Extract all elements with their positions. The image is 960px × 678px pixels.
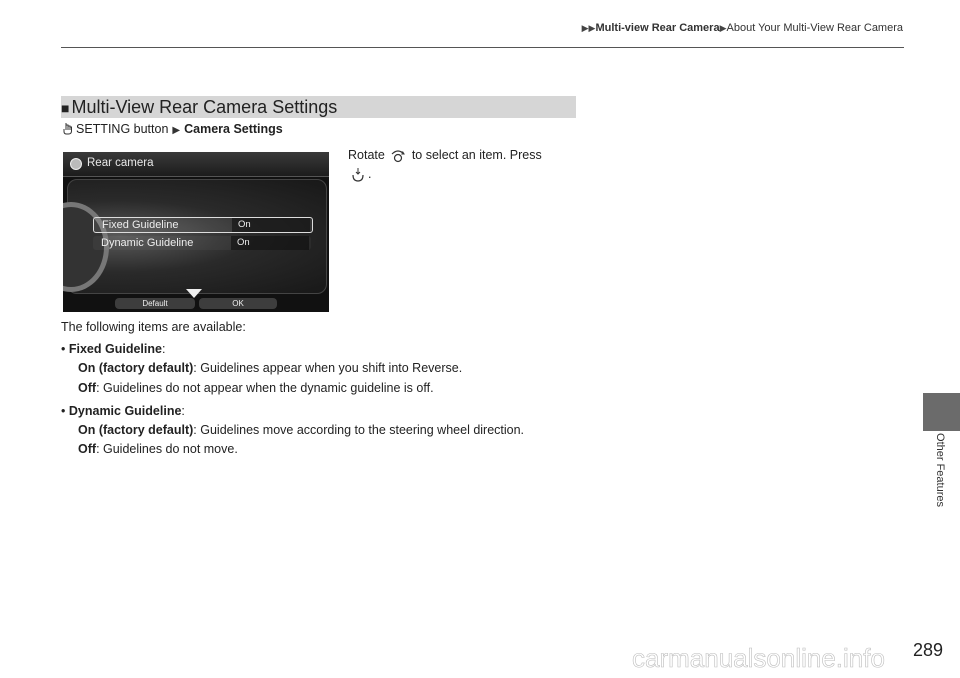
option-label: Off bbox=[78, 442, 97, 456]
breadcrumb-item: About Your Multi-View Rear Camera bbox=[726, 22, 903, 34]
path-start: SETTING button bbox=[76, 122, 169, 136]
chapter-label: Other Features bbox=[934, 433, 946, 507]
menu-row-dynamic-guideline bbox=[93, 236, 311, 250]
softkey-default: Default bbox=[115, 298, 195, 309]
section-title bbox=[61, 96, 337, 118]
watermark: carmanualsonline.info bbox=[632, 643, 885, 673]
page-number: 289 bbox=[913, 640, 944, 660]
menu-row-label: Fixed Guideline bbox=[102, 219, 179, 231]
option-text: : Guidelines appear when you shift into Reverse. bbox=[193, 361, 463, 375]
header-divider bbox=[61, 47, 904, 48]
item-name: Dynamic Guideline bbox=[68, 404, 182, 418]
interface-dial-rotate-icon bbox=[390, 148, 406, 164]
gear-icon bbox=[70, 158, 82, 170]
item-option-on bbox=[78, 361, 462, 375]
option-label: On (factory default) bbox=[78, 361, 194, 375]
screen-title: Rear camera bbox=[87, 157, 154, 169]
item-name: Fixed Guideline bbox=[68, 342, 162, 356]
menu-row-label: Dynamic Guideline bbox=[101, 237, 194, 249]
list-item-fixed-guideline: • Fixed Guideline: bbox=[61, 342, 166, 356]
square-bullet-icon: ■ bbox=[61, 100, 70, 116]
intro-text: The following items are available: bbox=[61, 320, 246, 334]
softkey-bar bbox=[63, 298, 329, 310]
option-text: : Guidelines move according to the steering wheel direction. bbox=[193, 423, 525, 437]
bullet-icon: • bbox=[61, 404, 66, 418]
item-option-off bbox=[78, 442, 238, 456]
softkey-ok: OK bbox=[199, 298, 277, 309]
bullet-icon: • bbox=[61, 342, 66, 356]
breadcrumb-item: Multi-view Rear Camera bbox=[595, 22, 720, 34]
instruction-part: to select an item. Press bbox=[411, 148, 542, 162]
scroll-down-arrow-icon bbox=[186, 289, 202, 298]
section-title-text: Multi-View Rear Camera Settings bbox=[71, 97, 338, 117]
navigation-path bbox=[63, 122, 283, 136]
path-end: Camera Settings bbox=[184, 122, 283, 136]
option-text: : Guidelines do not move. bbox=[96, 442, 238, 456]
instruction-part: Rotate bbox=[348, 148, 385, 162]
screen-illustration bbox=[63, 152, 329, 312]
triangle-right-icon: ▶ bbox=[719, 23, 727, 33]
chapter-tab bbox=[923, 393, 960, 431]
option-label: On (factory default) bbox=[78, 423, 194, 437]
screen-titlebar bbox=[63, 152, 329, 177]
option-text: : Guidelines do not appear when the dynamic guideline is off. bbox=[96, 381, 434, 395]
item-option-off bbox=[78, 381, 434, 395]
hand-pointer-icon bbox=[63, 122, 73, 135]
instruction-part: . bbox=[368, 167, 372, 181]
instruction-text bbox=[348, 146, 578, 184]
interface-dial-press-icon bbox=[350, 167, 366, 183]
triangle-right-icon: ▶ bbox=[172, 125, 181, 136]
list-item-dynamic-guideline: • Dynamic Guideline: bbox=[61, 404, 185, 418]
item-option-on bbox=[78, 423, 524, 437]
breadcrumb bbox=[582, 22, 903, 34]
menu-row-value: On bbox=[238, 219, 251, 230]
menu-row-fixed-guideline bbox=[93, 217, 313, 233]
triangle-right-icon: ▶▶ bbox=[581, 23, 596, 33]
option-label: Off bbox=[78, 381, 97, 395]
menu-row-value: On bbox=[237, 237, 250, 248]
